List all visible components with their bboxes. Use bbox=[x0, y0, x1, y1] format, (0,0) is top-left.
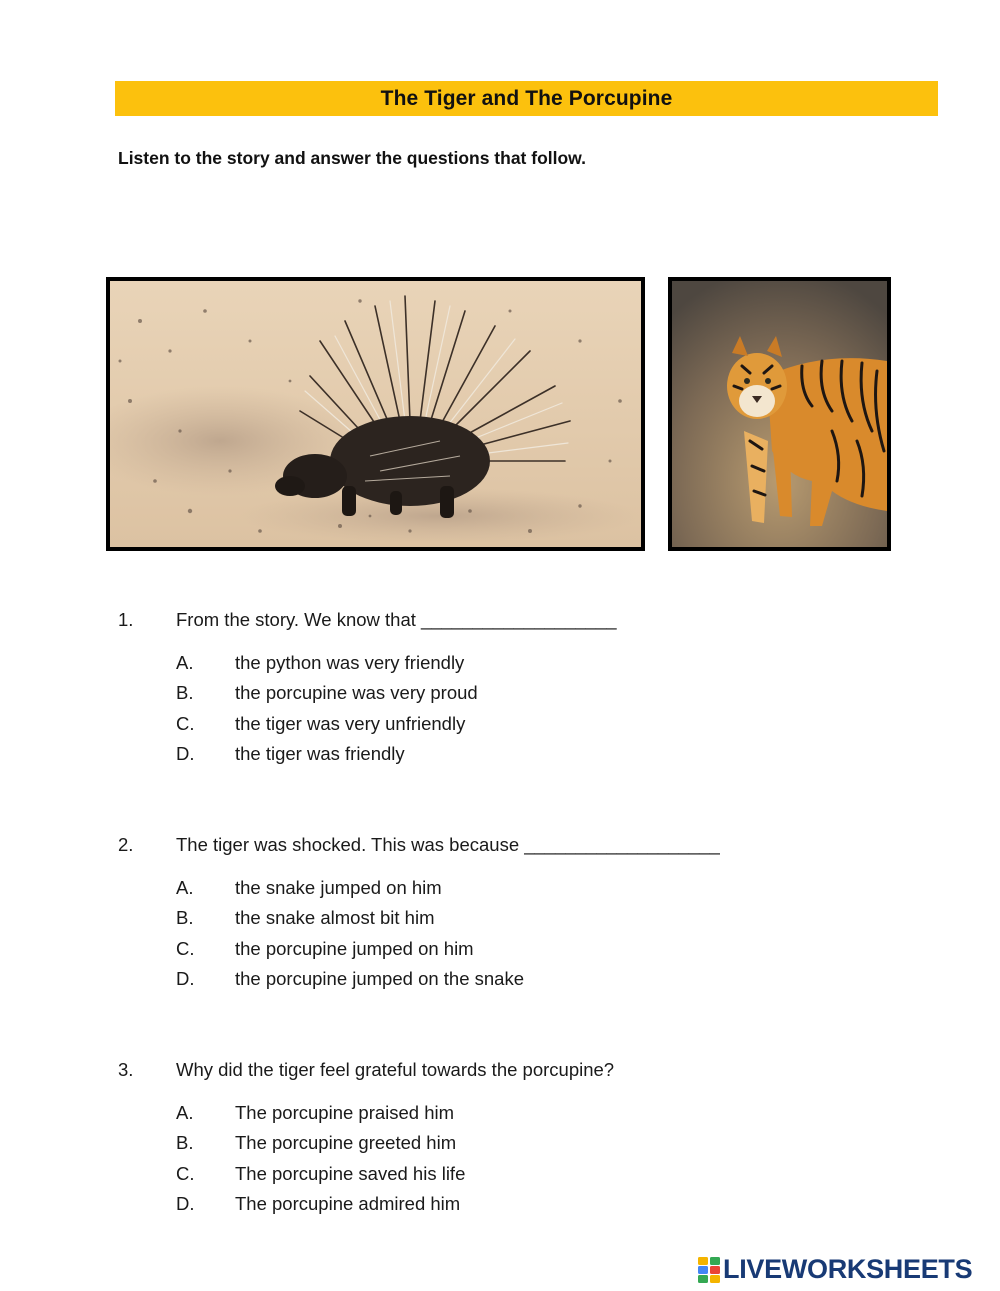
porcupine-image bbox=[110, 281, 641, 547]
option-c[interactable] bbox=[118, 1163, 918, 1193]
question-number: 1. bbox=[118, 609, 134, 630]
option-list bbox=[118, 652, 918, 774]
option-text: The porcupine admired him bbox=[235, 1193, 461, 1215]
page-title: The Tiger and The Porcupine bbox=[380, 86, 673, 110]
question-text: From the story. We know that ___________________ bbox=[176, 609, 617, 630]
option-a[interactable] bbox=[118, 877, 918, 907]
title-banner bbox=[115, 81, 938, 116]
option-a[interactable] bbox=[118, 652, 918, 682]
option-letter: C. bbox=[176, 1162, 195, 1184]
tiger-image bbox=[672, 281, 887, 547]
option-d[interactable] bbox=[118, 1193, 918, 1223]
porcupine-photo bbox=[106, 277, 645, 551]
instruction-text: Listen to the story and answer the questions that follow. bbox=[118, 148, 587, 168]
option-text: the porcupine jumped on him bbox=[235, 937, 474, 959]
question-number: 2. bbox=[118, 834, 134, 855]
option-text: The porcupine greeted him bbox=[235, 1132, 457, 1154]
brand-name: LIVEWORKSHEETS bbox=[723, 1254, 973, 1284]
liveworksheets-brand[interactable] bbox=[698, 1254, 972, 1285]
option-b[interactable] bbox=[118, 682, 918, 712]
liveworksheets-logo-icon bbox=[698, 1257, 720, 1283]
option-letter: C. bbox=[176, 712, 195, 734]
option-list bbox=[118, 1102, 918, 1224]
option-list bbox=[118, 877, 918, 999]
option-text: the python was very friendly bbox=[235, 652, 465, 673]
option-letter: A. bbox=[176, 652, 194, 673]
option-text: the tiger was very unfriendly bbox=[235, 712, 466, 734]
option-letter: A. bbox=[176, 1102, 194, 1123]
option-b[interactable] bbox=[118, 907, 918, 937]
option-a[interactable] bbox=[118, 1102, 918, 1132]
tiger-photo bbox=[668, 277, 891, 551]
option-d[interactable] bbox=[118, 743, 918, 773]
option-letter: A. bbox=[176, 877, 194, 898]
question-1 bbox=[118, 609, 918, 774]
option-letter: B. bbox=[176, 682, 194, 704]
question-2 bbox=[118, 834, 918, 999]
option-letter: D. bbox=[176, 1193, 195, 1215]
option-letter: D. bbox=[176, 743, 195, 765]
option-text: The porcupine praised him bbox=[235, 1102, 455, 1123]
option-text: the tiger was friendly bbox=[235, 743, 405, 765]
option-text: the snake almost bit him bbox=[235, 907, 435, 929]
question-3 bbox=[118, 1059, 918, 1224]
option-c[interactable] bbox=[118, 938, 918, 968]
option-c[interactable] bbox=[118, 713, 918, 743]
question-text: The tiger was shocked. This was because ___________________ bbox=[176, 834, 720, 855]
option-text: The porcupine saved his life bbox=[235, 1162, 466, 1184]
option-letter: D. bbox=[176, 968, 195, 990]
question-number: 3. bbox=[118, 1059, 134, 1080]
option-text: the porcupine was very proud bbox=[235, 682, 478, 704]
option-b[interactable] bbox=[118, 1132, 918, 1162]
option-letter: B. bbox=[176, 1132, 194, 1154]
option-text: the porcupine jumped on the snake bbox=[235, 968, 525, 990]
option-d[interactable] bbox=[118, 968, 918, 998]
option-letter: B. bbox=[176, 907, 194, 929]
option-letter: C. bbox=[176, 937, 195, 959]
option-text: the snake jumped on him bbox=[235, 877, 442, 898]
question-text: Why did the tiger feel grateful towards the porcupine? bbox=[176, 1059, 615, 1080]
